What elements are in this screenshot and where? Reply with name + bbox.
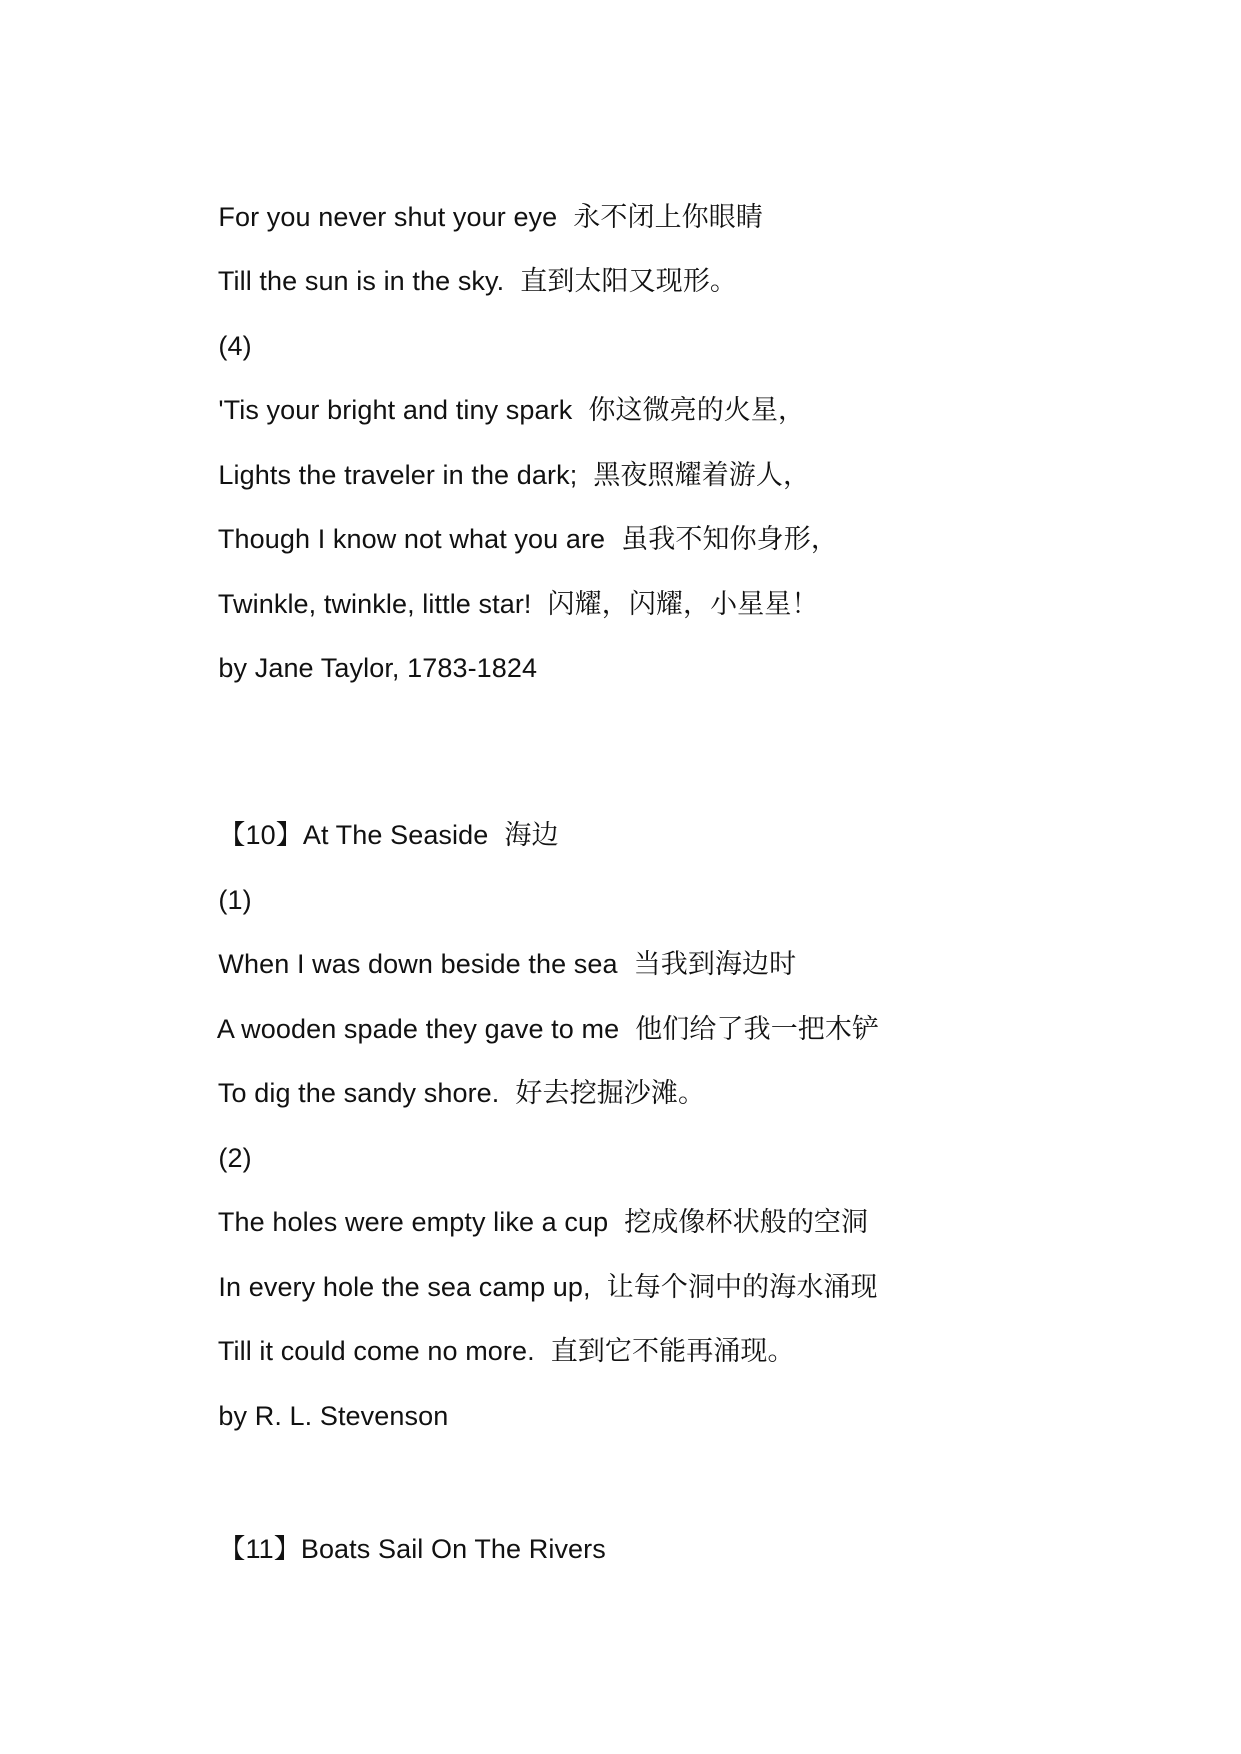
line-chinese: 他们给了我一把木铲 bbox=[635, 1014, 880, 1045]
line-english: Lights the traveler in the dark; bbox=[218, 460, 578, 490]
line-chinese: 好去挖掘沙滩。 bbox=[515, 1078, 706, 1109]
byline bbox=[188, 1365, 448, 1467]
byline-text: by Jane Taylor, 1783-1824 bbox=[218, 653, 538, 683]
line-english: For you never shut your eye bbox=[218, 202, 558, 232]
line-chinese: 直到太阳又现形。 bbox=[520, 266, 738, 297]
line-english: (4) bbox=[218, 331, 252, 361]
line-chinese: 当我到海边时 bbox=[633, 949, 797, 980]
line-chinese: 虽我不知你身形， bbox=[621, 524, 838, 555]
byline-text: by R. L. Stevenson bbox=[218, 1401, 449, 1431]
line-chinese: 闪耀，闪耀，小星星！ bbox=[547, 589, 819, 620]
poem-line bbox=[188, 1042, 705, 1145]
line-chinese: 黑夜照耀着游人， bbox=[593, 460, 811, 491]
heading-chinese: 海边 bbox=[504, 820, 559, 851]
poem-line bbox=[188, 230, 737, 333]
line-english: Twinkle, twinkle, little star! bbox=[217, 589, 532, 619]
line-english: To dig the sandy shore. bbox=[217, 1078, 500, 1108]
heading-english: 【10】At The Seaside bbox=[218, 820, 489, 850]
heading-english: 【11】Boats Sail On The Rivers bbox=[218, 1534, 606, 1564]
line-english: The holes were empty like a cup bbox=[217, 1207, 609, 1237]
line-english: 'Tis your bright and tiny spark bbox=[218, 395, 573, 425]
line-english: Though I know not what you are bbox=[217, 524, 606, 554]
line-chinese: 让每个洞中的海水涌现 bbox=[606, 1272, 878, 1303]
line-chinese: 挖成像杯状般的空洞 bbox=[624, 1207, 869, 1238]
line-english: In every hole the sea camp up, bbox=[218, 1272, 591, 1302]
line-english: Till it could come no more. bbox=[217, 1336, 535, 1366]
byline bbox=[188, 617, 537, 719]
line-chinese: 永不闭上你眼睛 bbox=[573, 202, 763, 233]
line-english: A wooden spade they gave to me bbox=[216, 1014, 620, 1044]
line-chinese: 直到它不能再涌现。 bbox=[550, 1336, 795, 1367]
poem-heading bbox=[188, 1498, 606, 1600]
line-english: (2) bbox=[218, 1143, 252, 1173]
line-english: When I was down beside the sea bbox=[218, 949, 618, 979]
line-chinese: 你这微亮的火星， bbox=[588, 395, 806, 426]
line-english: Till the sun is in the sky. bbox=[217, 266, 505, 296]
line-english: (1) bbox=[218, 885, 252, 915]
